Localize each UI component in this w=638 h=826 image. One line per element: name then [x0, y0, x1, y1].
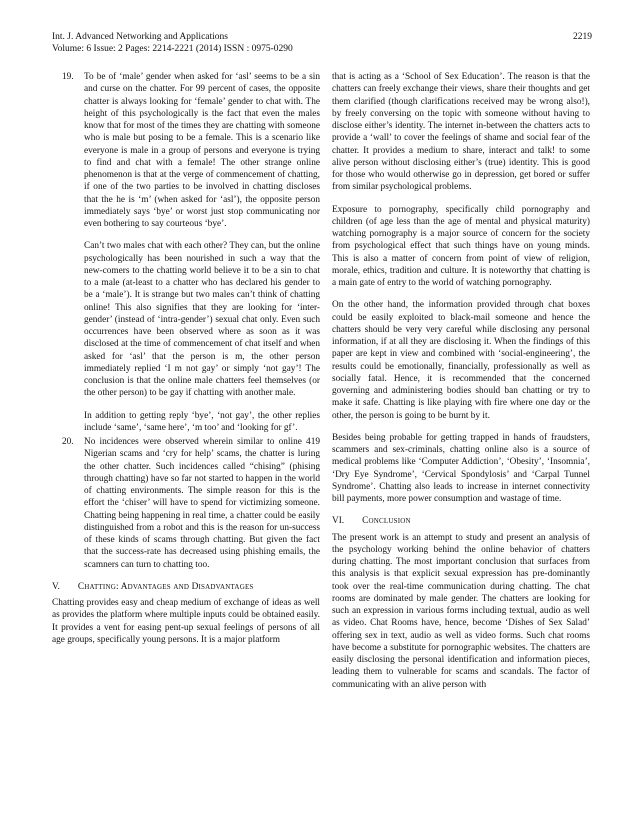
paragraph: To be of ‘male’ gender when asked for ‘asl’ seems to be a sin and curse on the chatter. For 99 percent of cases, the opposite chatter is always looking for ‘female’ gender to chat with. The height of this psychologically is the fact that even the males know that for most of the times they are chatting with someone who is male but posing to be a female. This is a scenario like everyone is male in a group of persons and everyone is trying to find and chat with a female! The other strange online phenomenon is that at the verge of commencement of chatting, if one of the two parties to be involved in chatting discloses that the he is ‘m’ (when asked for ‘asl’), the opposite person immediately says ‘bye’ or worst just stop communicating nor even bothering to say courteous ‘bye’.: [84, 72, 320, 229]
section-title: Conclusion: [362, 516, 411, 527]
left-column: [52, 71, 320, 656]
section-title: Chatting: Advantages and Disadvantages: [77, 581, 254, 592]
item-number: 20.: [62, 437, 74, 447]
running-header: [52, 31, 592, 43]
journal-name: Int. J. Advanced Networking and Applications: [52, 32, 228, 42]
section-numeral: V.: [52, 581, 60, 592]
paragraph: Chatting provides easy and cheap medium of exchange of ideas as well as provides the platform where multiple inputs could be obtained easily. It provides a vent for easing pent-up sexual feelings of persons of all age groups, specifically young persons. It is a major platform: [52, 598, 320, 645]
list-item-20: [62, 436, 320, 571]
paragraph: In addition to getting reply ‘bye’, ‘not gay’, the other replies include ‘same’, ‘same here’, ‘m too’ and ‘looking for gf’.: [84, 410, 320, 433]
item-number: 19.: [62, 72, 74, 82]
paragraph: Besides being probable for getting trapped in hands of fraudsters, scammers and sex-criminals, chatting online also is a source of medical problems like ‘Computer Addiction’, ‘Obesity’, ‘Insomnia’, ‘Dry Eye Syndrome’, ‘Cervical Spondylosis’ and ‘Carpal Tunnel Syndrome’. Chatting also leads to increase in internet connectivity bill payments, more power consumption and wastage of time.: [332, 432, 590, 504]
paragraph: On the other hand, the information provided through chat boxes could be easily exploited to black-mail someone and hence the chatters should be very very careful while disclosing any personal information, if at all they are disclosing it. When the findings of this paper are kept in view and combined with ‘social-engineering’, the results could be emotionally, financially, professionally as well as socially fatal. Hence, it is recommended that the concerned governing and administering bodies should ban chatting or try to make it safe. Chatting is like playing with fire where one day or the other, the person is going to be burnt by it.: [332, 300, 590, 421]
paragraph: The present work is an attempt to study and present an analysis of the psychology working behind the online behavior of chatters during chatting. The most important conclusion that surfaces from this analysis is that explicit sexual expression has pre-dominantly took over the real-time communication during chatting. The chat rooms are dominated by male gender. The chatters are looking for such an expression in various forms including textual, audio as well as video. Chat Rooms have, hence, become ‘Dishes of Sex Salad’ offering sex in text, audio as well as video forms. Such chat rooms have become a substitute for pornographic websites. The chatters are easily disclosing the personal identification and information pieces, leading them to vulnerable for scams and scandals. The factor of communicating with an alive person with: [332, 532, 590, 690]
paragraph: Can’t two males chat with each other? They can, but the online psychologically has been nourished in such a way that the new-comers to the chatting world believe it to be a sin to chat to a male (at-least to a chatter who has declared his gender to be a ‘male’). It is strange but two males can’t think of chatting online! This also signifies that they are looking for ‘inter-gender’ (instead of ‘intra-gender’) sexual chat only. Even such occurrences have been observed where as soon as it was disclosed at the time of commencement of chat itself and when asked for ‘asl’ that the person is m, the other person immediately replied ‘I m not gay’ or simply ‘not gay’! The conclusion is that the online male chatters feel themselves (or the other person) to be gay if chatting with another male.: [84, 241, 320, 399]
paragraph: that is acting as a ‘School of Sex Education’. The reason is that the chatters can freely exchange their views, share their thoughts and get them clarified (though clarifications received may be wrong also!), by freely conversing on the topic with someone without having to disclose either’s identity. The internet in-between the chatters acts to provide a ‘wall’ to cover the feelings of shame and social fear of the chatter. It provides a medium to share, interact and talk! to some alive person without disclosing either’s (true) identity. This is good for those who would otherwise go in depression, get bored or suffer from similar psychological problems.: [332, 72, 590, 193]
right-column: [332, 71, 590, 701]
paragraph: Exposure to pornography, specifically child pornography and children (of age less than the age of mental and physical maturity) watching pornography is a major source of concern for the society from psychological effect that such things have on young minds. This is also a matter of concern from point of view of religion, morale, ethics, tradition and culture. It is noteworthy that chatting is a main gate of entry to the world of watching pornography.: [332, 204, 590, 288]
page-number: 2219: [573, 32, 592, 42]
list-item-19: [62, 71, 320, 434]
paragraph: No incidences were observed wherein similar to online 419 Nigerian scams and ‘cry for help’ scams, the chatter is luring the other chatter. Such incidences called “chising” (phising through chatting) have so far not started to happen in the world of chatting environments. The simple reason for this is the effort the ‘chiser’ will have to spend for victimizing someone. Chatting being happening in real time, a chatter could be easily distinguished from a robot and this is the reason for un-success of these kinds of scams through chatting. But given the fact that the success-rate has decreased using phishing emails, the scamners can turn to chatting too.: [84, 437, 320, 570]
volume-line: Volume: 6 Issue: 2 Pages: 2214-2221 (2014) ISSN : 0975-0290: [52, 44, 293, 54]
section-numeral: VI.: [332, 516, 345, 527]
section-heading-vi: [332, 515, 590, 527]
section-heading-v: [52, 581, 320, 593]
numbered-list: [62, 71, 320, 571]
